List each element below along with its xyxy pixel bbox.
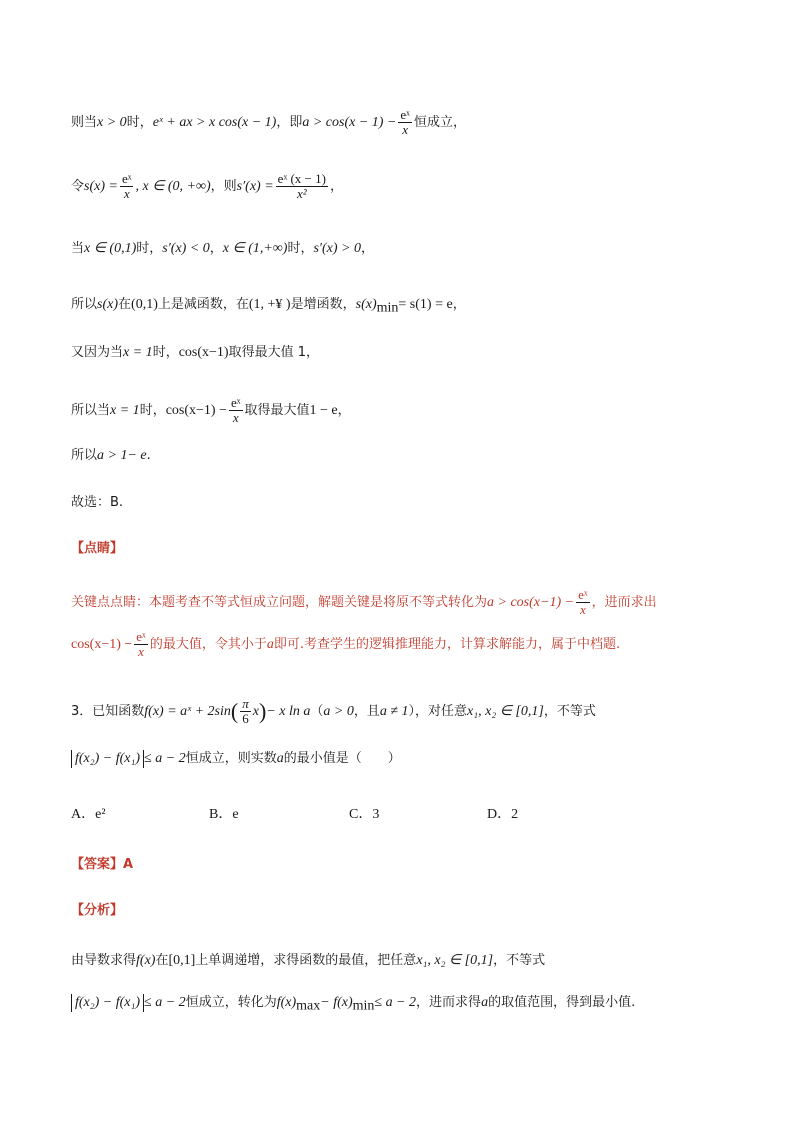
text: ，	[209, 241, 223, 256]
math: ≤ a − 2	[374, 995, 417, 1010]
text: 是增函数，	[290, 297, 356, 312]
math: ≤ a − 2	[144, 751, 186, 766]
fraction: $\frac{\pi}{6}$	[242, 696, 249, 726]
math: − f(x)	[320, 995, 353, 1010]
math: (1, +¥ )	[248, 297, 291, 312]
text: ），对任意	[408, 704, 468, 719]
text: ，	[329, 179, 343, 194]
text: 取得最大值 1，	[228, 345, 319, 360]
heading: 【答案】A	[71, 857, 134, 872]
question-3-stem-cont	[71, 750, 401, 768]
heading: 【分析】	[71, 903, 124, 918]
text: 当	[71, 241, 85, 256]
math: cos(x−1)	[178, 345, 229, 360]
text: （	[310, 704, 324, 719]
option-b: B．e	[209, 807, 239, 822]
text: ，则	[210, 179, 237, 194]
fraction: $\frac{\text{eˣ}}{x}$	[230, 395, 241, 425]
math: f(x)	[136, 953, 156, 968]
math: x₁, x₂ ∈ [0,1]	[467, 704, 544, 719]
math: cos(x−1) −	[165, 403, 227, 418]
fraction: $\frac{\text{eˣ}}{x}$	[400, 107, 410, 137]
text: 所以	[71, 297, 98, 312]
text: 的最大值，令其小于	[149, 637, 267, 652]
text: 恒成立，则实数	[185, 751, 277, 766]
math: a	[266, 637, 274, 652]
text: ，	[360, 241, 374, 256]
math: f(x)	[276, 995, 297, 1010]
key-point-line-1	[71, 588, 657, 617]
text: 恒成立，	[413, 115, 466, 130]
math-abs: f(x₂) − f(x₁)	[71, 750, 144, 768]
text: ，且	[353, 704, 380, 719]
math: a	[276, 751, 284, 766]
text: 在	[118, 297, 132, 312]
text: 的取值范围，得到最小值.	[488, 995, 636, 1010]
math: s′(x) < 0	[162, 241, 210, 256]
math: cos(x−1) −	[71, 637, 133, 652]
question-3-stem: 3．已知函数f(x) = aˣ + 2sin( $\frac{\pi}{6}$ x)− x ln a（a > 0，且a ≠ 1），对任意x₁, x₂ ∈ [0,1]，不等式	[71, 696, 596, 726]
text: 由导数求得	[71, 953, 137, 968]
section-heading-dianjing	[71, 540, 123, 558]
text: 所以	[71, 448, 98, 463]
math: x > 0	[97, 115, 127, 130]
math: − x ln a	[266, 704, 311, 719]
math: a > 1− e	[97, 448, 147, 463]
fraction: $\frac{\text{eˣ}}{x}$	[121, 171, 132, 201]
text: ，进而求出	[591, 595, 657, 610]
text: 则当	[71, 115, 98, 130]
math: a	[481, 995, 489, 1010]
option-c: C．3	[349, 807, 380, 822]
text: 时，	[126, 115, 153, 130]
solution-line-3	[71, 240, 374, 258]
text: 所以当	[71, 403, 111, 418]
math: a ≠ 1	[379, 704, 409, 719]
text: 时，	[139, 403, 166, 418]
math: a > 0	[323, 704, 354, 719]
solution-line-2	[71, 172, 343, 201]
math: s′(x) =	[236, 179, 274, 194]
text: ，	[337, 403, 351, 418]
math: f(x) = aˣ + 2sin	[144, 704, 231, 719]
math: s(x)	[355, 297, 377, 312]
math: x = 1	[123, 345, 153, 360]
solution-line-6	[71, 396, 351, 425]
math: x ∈ (0,1)	[84, 241, 137, 256]
text: 即可.考查学生的逻辑推理能力，计算求解能力，属于中档题.	[273, 637, 621, 652]
analysis-heading	[71, 902, 123, 920]
solution-line-5	[71, 344, 319, 362]
math: s(x)	[97, 297, 119, 312]
subscript: min	[376, 300, 399, 316]
text: ，即	[276, 115, 303, 130]
math: eˣ + ax > x cos(x − 1)	[152, 115, 277, 130]
text: 时，	[287, 241, 314, 256]
math: s(x) =	[84, 179, 118, 194]
text: 上单调递增，求得函数的最值，把任意	[195, 953, 417, 968]
solution-line-4	[71, 296, 466, 318]
text: 的最小值是（ ）	[283, 751, 401, 766]
text: 上是减函数，在	[157, 297, 249, 312]
text: 故选：B.	[71, 495, 124, 510]
text: ，	[452, 297, 466, 312]
key-point-line-2	[71, 630, 620, 659]
math: (0,1)	[131, 297, 158, 312]
answer-heading	[71, 856, 133, 874]
math: x	[252, 704, 259, 719]
math: 1 − e	[309, 403, 338, 418]
text: 关键点点睛：本题考查不等式恒成立问题，解题关键是将原不等式转化为	[71, 595, 488, 610]
math: x ∈ (1,+∞)	[222, 241, 288, 256]
math: = s(1) = e	[398, 297, 453, 312]
option-d: D．2	[487, 807, 519, 822]
text: 恒成立，转化为	[185, 995, 277, 1010]
math: a > cos(x − 1) −	[302, 115, 397, 130]
text: ，不等式	[543, 704, 596, 719]
text: 取得最大值	[244, 403, 310, 418]
text: 在	[155, 953, 169, 968]
subscript: min	[352, 998, 375, 1014]
analysis-line-2	[71, 994, 635, 1016]
text: 时，	[152, 345, 179, 360]
text: ，进而求得	[416, 995, 482, 1010]
solution-line-1	[71, 108, 466, 137]
math: a > cos(x−1) −	[487, 595, 575, 610]
text: .	[146, 448, 151, 463]
math: s′(x) > 0	[313, 241, 361, 256]
answer-choice-line	[71, 494, 123, 512]
text: ，不等式	[493, 953, 546, 968]
heading: 【点睛】	[71, 541, 124, 556]
fraction: $\frac{\text{eˣ}}{x}$	[578, 587, 588, 617]
math: [0,1]	[168, 953, 196, 968]
text: 又因为当	[71, 345, 124, 360]
analysis-line-1	[71, 952, 545, 970]
math: , x ∈ (0, +∞)	[135, 179, 211, 194]
option-a: A．e²	[71, 807, 106, 822]
math: x = 1	[110, 403, 140, 418]
math: x₁, x₂ ∈ [0,1]	[416, 953, 494, 968]
math: ≤ a − 2	[144, 995, 186, 1010]
text: 3．已知函数	[71, 704, 145, 719]
fraction: $\frac{\text{eˣ}}{x}$	[136, 629, 146, 659]
fraction: $\frac{\text{eˣ (x − 1)}}{\text{x²}}$	[277, 171, 326, 201]
question-3-options	[71, 806, 547, 824]
math-abs: f(x₂) − f(x₁)	[71, 994, 144, 1012]
text: 时，	[136, 241, 163, 256]
solution-line-7	[71, 447, 151, 465]
subscript: max	[296, 998, 321, 1014]
text: 令	[71, 179, 85, 194]
